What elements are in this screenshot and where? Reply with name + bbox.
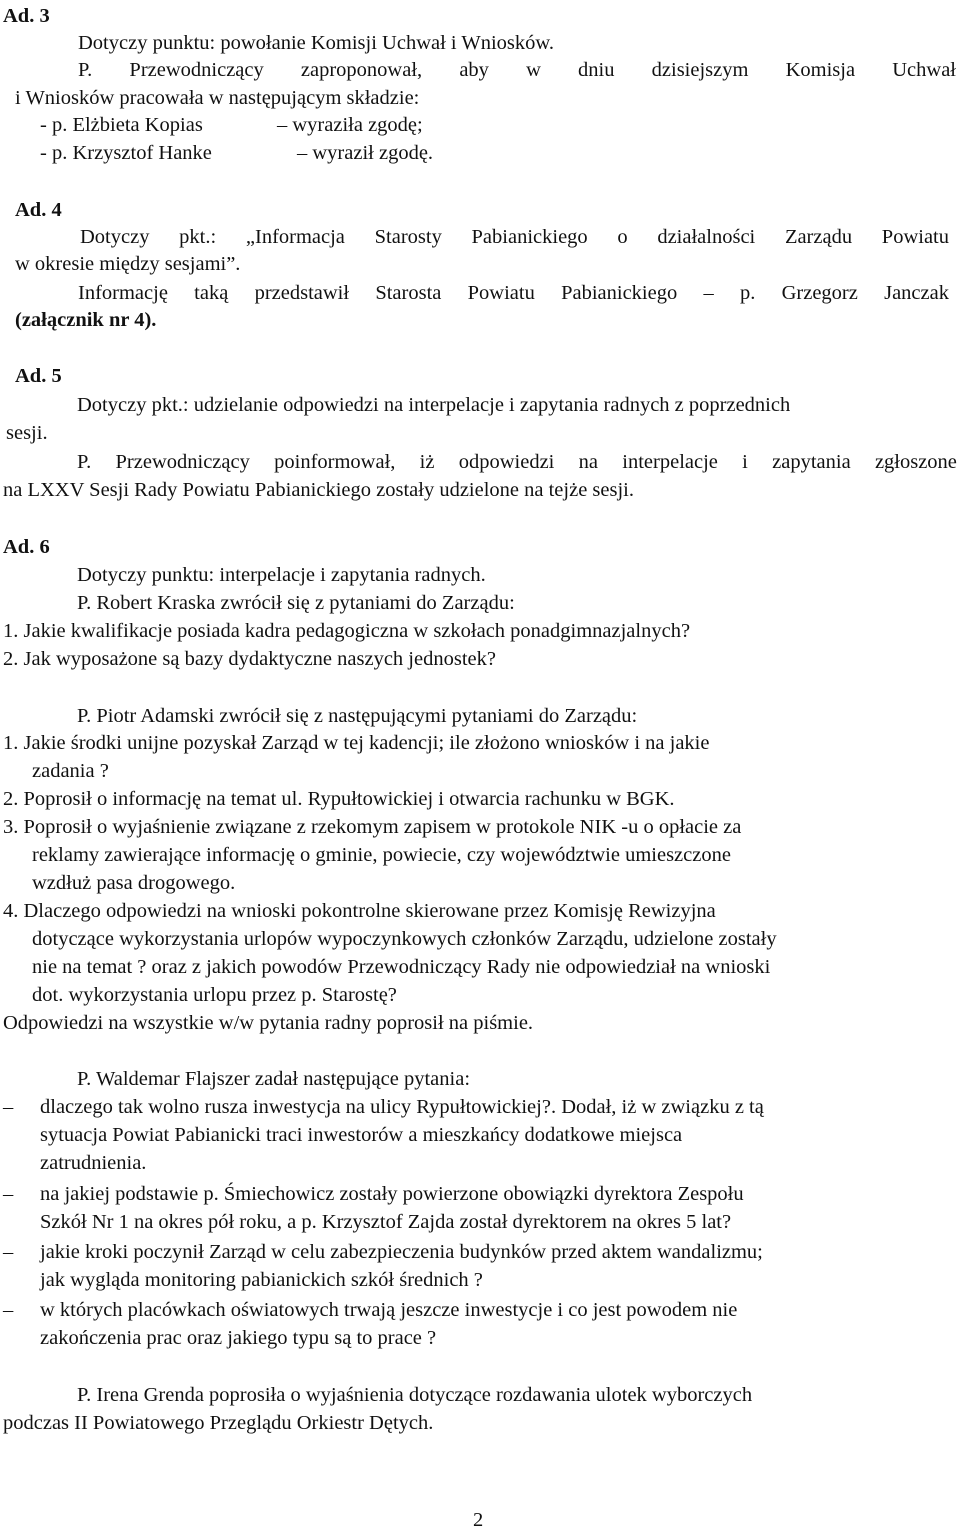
word: Przewodniczący [129, 59, 264, 81]
question-item: dlaczego tak wolno rusza inwestycja na ulicy Rypułtowickiej?. Dodał, iż w związku z tą [40, 1096, 764, 1118]
dash-bullet: – [3, 1183, 14, 1205]
word: przedstawił [254, 282, 350, 304]
word: Pabianickiego [561, 282, 678, 304]
word: odpowiedzi [458, 451, 555, 473]
question-item: w których placówkach oświatowych trwają jeszcze inwestycje i co jest powodem nie [40, 1299, 738, 1321]
word: Zarządu [784, 226, 853, 248]
dash-bullet: – [3, 1096, 14, 1118]
question-item-cont: reklamy zawierające informację o gminie, powiecie, czy województwie umieszczone [32, 844, 731, 866]
question-item-cont: dotyczące wykorzystania urlopów wypoczynkowych członków Zarządu, udzielone zostały [32, 928, 777, 950]
word: Dotyczy [80, 226, 150, 248]
word: na [578, 451, 599, 473]
question-item: 3. Poprosił o wyjaśnienie związane z rzekomym zapisem w protokole NIK -u o opłacie za [3, 816, 742, 838]
member-name: - p. Elżbieta Kopias [40, 114, 203, 136]
question-item-cont: podczas II Powiatowego Przeglądu Orkiestr Dętych. [3, 1412, 434, 1434]
word: – [703, 282, 714, 304]
question-item-cont: dot. wykorzystania urlopu przez p. Starostę? [32, 984, 397, 1006]
ad3-justified-line [78, 58, 956, 82]
word: zaproponował, [300, 59, 423, 81]
speaker-intro: P. Waldemar Flajszer zadał następujące pytania: [77, 1068, 471, 1090]
word: P. [77, 451, 92, 473]
word: Starosta [375, 282, 442, 304]
member-name: - p. Krzysztof Hanke [40, 142, 212, 164]
word: zapytania [772, 451, 851, 473]
word: Uchwał [892, 59, 956, 81]
word: interpelacje [622, 451, 718, 473]
word: Informację [78, 282, 168, 304]
dash-bullet: – [3, 1299, 14, 1321]
word: Komisja [785, 59, 856, 81]
page-number: 2 [473, 1509, 484, 1531]
word: aby [459, 59, 489, 81]
speaker-outro: Odpowiedzi na wszystkie w/w pytania radny poprosił na piśmie. [3, 1012, 534, 1034]
word: Powiatu [881, 226, 949, 248]
question-item: jakie kroki poczynił Zarząd w celu zabezpieczenia budynków przed aktem wandalizmu; [40, 1241, 763, 1263]
word: Powiatu [467, 282, 535, 304]
question-item-cont: zadania ? [32, 760, 109, 782]
word: P. [78, 59, 93, 81]
speaker-intro: P. Piotr Adamski zwrócił się z następującymi pytaniami do Zarządu: [77, 705, 638, 727]
question-item: 1. Jakie kwalifikacje posiada kadra pedagogiczna w szkołach ponadgimnazjalnych? [3, 620, 691, 642]
ad3-heading: Ad. 3 [3, 5, 50, 27]
word: Grzegorz [781, 282, 858, 304]
word: działalności [657, 226, 756, 248]
speaker-intro: P. Irena Grenda poprosiła o wyjaśnienia dotyczące rozdawania ulotek wyborczych [77, 1384, 753, 1406]
ad3-line: i Wniosków pracowała w następującym składzie: [15, 87, 420, 109]
word: Starosty [374, 226, 442, 248]
word: zgłoszone [874, 451, 957, 473]
question-item: 2. Poprosił o informację na temat ul. Rypułtowickiej i otwarcia rachunku w BGK. [3, 788, 675, 810]
word: Janczak [884, 282, 949, 304]
question-item-cont: sytuacja Powiat Pabianicki traci inwestorów a mieszkańcy dodatkowe miejsca [40, 1124, 683, 1146]
speaker-intro: P. Robert Kraska zwrócił się z pytaniami do Zarządu: [77, 592, 515, 614]
ad5-justified-line [77, 450, 957, 474]
ad5-line: sesji. [6, 422, 48, 444]
word: pkt.: [179, 226, 217, 248]
ad6-heading: Ad. 6 [3, 536, 50, 558]
question-item-cont: nie na temat ? oraz z jakich powodów Przewodniczący Rady nie odpowiedział na wnioski [32, 956, 771, 978]
member-status: – wyraził zgodę. [297, 142, 434, 164]
ad6-line: Dotyczy punktu: interpelacje i zapytania radnych. [77, 564, 486, 586]
word: dzisiejszym [651, 59, 749, 81]
question-item-cont: zakończenia prac oraz jakiego typu są to prace ? [40, 1327, 437, 1349]
word: dniu [578, 59, 615, 81]
word: taką [194, 282, 229, 304]
ad5-line: na LXXV Sesji Rady Powiatu Pabianickiego zostały udzielone na tejże sesji. [3, 479, 634, 501]
member-status: – wyraziła zgodę; [277, 114, 423, 136]
question-item: 4. Dlaczego odpowiedzi na wnioski pokontrolne skierowane przez Komisję Rewizyjna [3, 900, 716, 922]
ad5-heading: Ad. 5 [15, 365, 62, 387]
ad4-line: w okresie między sesjami”. [15, 253, 241, 275]
word: i [742, 451, 748, 473]
question-item: 1. Jakie środki unijne pozyskał Zarząd w tej kadencji; ile złożono wniosków i na jakie [3, 732, 710, 754]
attachment-reference: (załącznik nr 4). [15, 309, 157, 331]
ad4-heading: Ad. 4 [15, 199, 62, 221]
dash-bullet: – [3, 1241, 14, 1263]
question-item-cont: jak wygląda monitoring pabianickich szkół średnich ? [40, 1269, 483, 1291]
question-item-cont: zatrudnienia. [40, 1152, 147, 1174]
word: Przewodniczący [115, 451, 250, 473]
word: o [617, 226, 628, 248]
question-item-cont: wzdłuż pasa drogowego. [32, 872, 236, 894]
word: poinformował, [274, 451, 396, 473]
ad4-justified-line [78, 281, 949, 305]
ad5-line: Dotyczy pkt.: udzielanie odpowiedzi na interpelacje i zapytania radnych z poprzednich [77, 394, 791, 416]
word: w [526, 59, 541, 81]
word: Pabianickiego [471, 226, 588, 248]
word: „Informacja [245, 226, 345, 248]
ad4-justified-line [80, 225, 949, 249]
question-item: 2. Jak wyposażone są bazy dydaktyczne naszych jednostek? [3, 648, 496, 670]
word: iż [419, 451, 435, 473]
question-item-cont: Szkół Nr 1 na okres pół roku, a p. Krzysztof Zajda został dyrektorem na okres 5 lat? [40, 1211, 732, 1233]
question-item: na jakiej podstawie p. Śmiechowicz zostały powierzone obowiązki dyrektora Zespołu [40, 1183, 744, 1205]
word: p. [739, 282, 756, 304]
ad3-line: Dotyczy punktu: powołanie Komisji Uchwał i Wniosków. [78, 32, 554, 54]
